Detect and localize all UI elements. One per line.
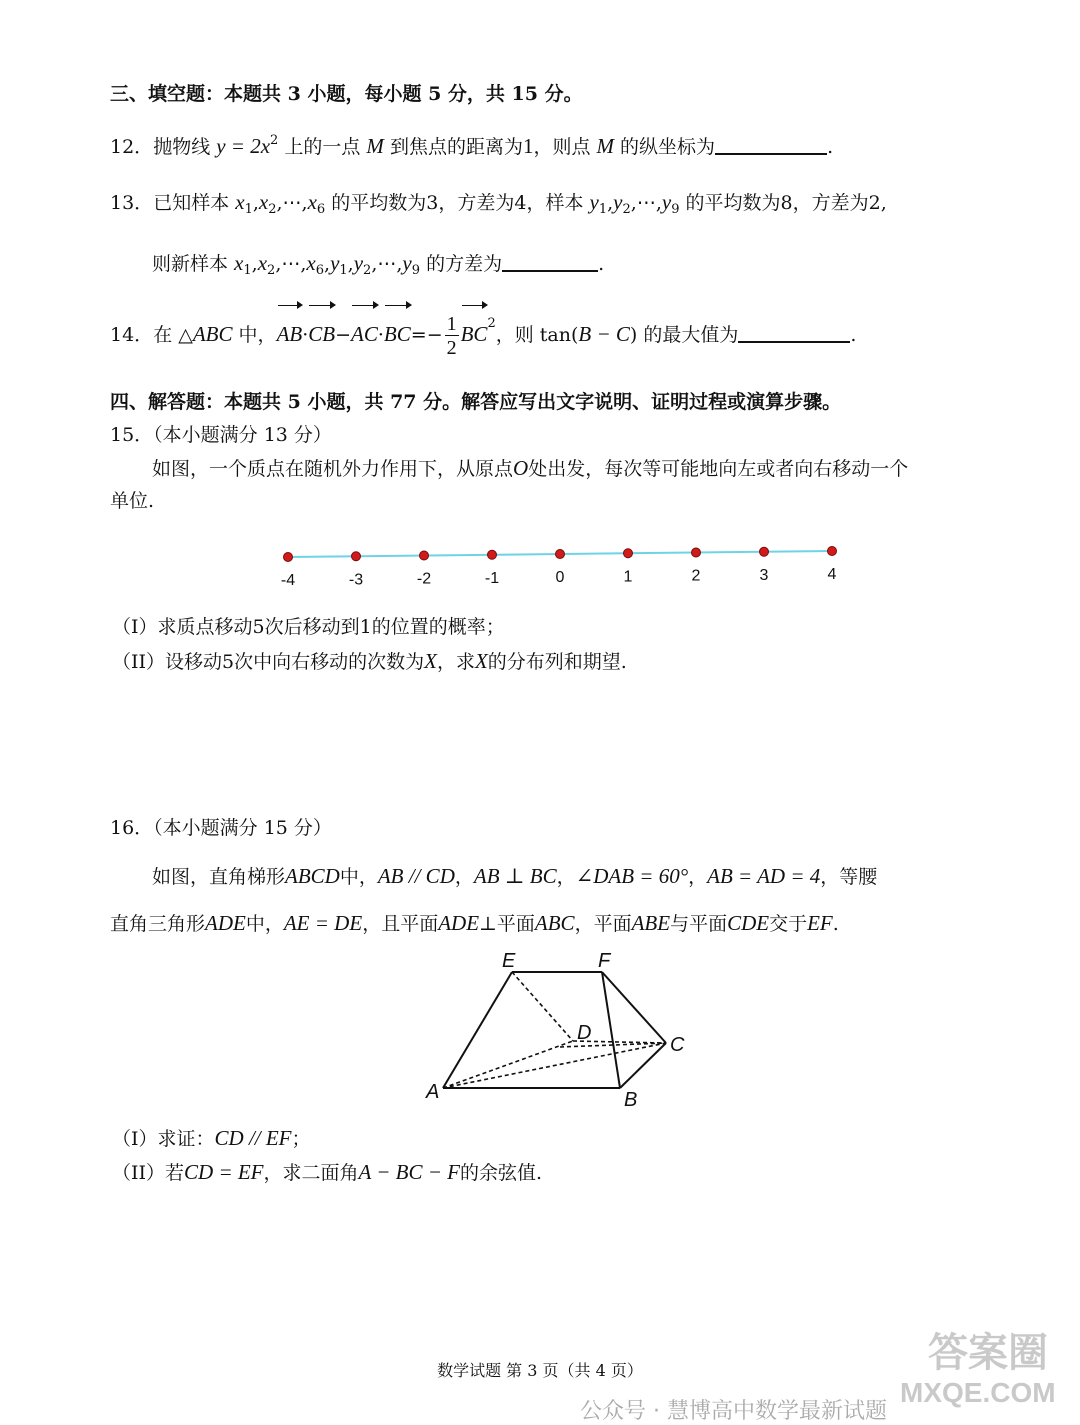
number-line-label: 3: [759, 566, 769, 584]
watermark-site-text: MXQE.COM: [900, 1377, 1056, 1408]
section-answer-title: 四、解答题：本题共 5 小题，共 77 分。解答应写出文字说明、证明过程或演算步骤。: [110, 391, 842, 413]
number-line-point: [556, 550, 565, 559]
question-16-part-1: （I）求证：CD // EF；: [112, 1126, 311, 1150]
watermark-logo-text: 答案圈: [928, 1331, 1048, 1375]
question-15-part-2: （II）设移动5次中向右移动的次数为X，求X的分布列和期望.: [112, 649, 627, 673]
number-line-point: [352, 552, 361, 561]
vector-AB: AB: [277, 307, 303, 361]
question-16-header: 16．（本小题满分 15 分）: [110, 817, 332, 839]
label-D: D: [577, 1022, 592, 1044]
page-footer: 数学试题 第 3 页（共 4 页）: [437, 1361, 643, 1380]
number-line-label: -1: [484, 569, 500, 587]
number-line-point: [488, 550, 497, 559]
question-16-part-2: （II）若CD = EF，求二面角A − BC − F的余弦值.: [112, 1160, 543, 1184]
question-13: 13．已知样本 $x_1,x_2,\cdots,x_6$ 的平均数为3，方差为4，样本 $y_1,y_2,\cdots,y_9$ 的平均数为8，方差为2,: [110, 190, 887, 217]
number-line-label: 4: [827, 566, 837, 583]
question-number: 12．: [110, 136, 154, 158]
number-line-label: 1: [623, 568, 633, 586]
watermark-bottom-text: 公众号 · 慧博高中数学最新试题: [580, 1399, 887, 1424]
section-fill-title: 三、填空题：本题共 3 小题，每小题 5 分，共 15 分。: [110, 83, 583, 105]
number-line-label: 2: [691, 567, 701, 585]
edge-BC: [620, 1043, 666, 1088]
fraction-one-half: $\frac{1}{2}$: [446, 312, 457, 359]
question-number: 13．: [110, 192, 154, 214]
number-line-point: [420, 551, 429, 560]
answer-blank[interactable]: [738, 323, 850, 343]
vector-CB: CB: [308, 307, 335, 361]
question-15-header: 15．（本小题满分 13 分）: [110, 424, 332, 446]
label-C: C: [670, 1034, 685, 1056]
number-line-label: -3: [348, 571, 364, 589]
question-14: 14．在 △ABC 中，AB·CB−AC·BC=− $\frac{1}{2}$ $BC^2$，则 tan(B − C) 的最大值为 .: [110, 297, 856, 362]
edge-AC: [443, 1043, 666, 1088]
edge-AE: [443, 972, 512, 1088]
number-line-point: [692, 548, 701, 557]
label-E: E: [502, 950, 516, 972]
vector-BC: BC: [384, 307, 411, 361]
number-line-point: [284, 553, 293, 562]
question-number: 14．: [110, 324, 154, 346]
vector-BC: BC: [461, 307, 488, 361]
edge-ED: [512, 972, 573, 1041]
question-15-text: 如图，一个质点在随机外力作用下，从原点O处出发，每次等可能地向左或者向右移动一个: [152, 456, 909, 480]
vector-AC: AC: [351, 307, 378, 361]
number-line-point: [760, 547, 769, 556]
question-16-text: 如图，直角梯形ABCD中，AB // CD，AB ⊥ BC，∠DAB = 60°，AB = AD = 4，等腰: [152, 864, 878, 888]
number-line-figure: [270, 535, 850, 605]
question-15-part-1: （I）求质点移动5次后移动到1的位置的概率；: [112, 616, 505, 638]
question-13-line-2: 则新样本 $x_1,x_2,\cdots,x_6,y_1,y_2,\cdots,y_9$ 的方差为 .: [152, 251, 605, 278]
number-line-point: [828, 547, 837, 556]
question-16-text-2: 直角三角形ADE中，AE = DE，且平面ADE⊥平面ABC，平面ABE与平面CDE交于EF.: [110, 911, 839, 935]
edge-AD: [443, 1041, 573, 1088]
label-A: A: [426, 1081, 440, 1103]
number-line-label: -4: [280, 572, 296, 589]
answer-blank[interactable]: [715, 135, 827, 155]
question-12: 12．抛物线 $y = 2x^2$ 上的一点 M 到焦点的距离为1，则点 M 的纵坐标为 .: [110, 133, 834, 158]
question-15-text-2: 单位.: [110, 490, 155, 512]
number-line-label: -2: [416, 570, 432, 588]
label-B: B: [624, 1089, 638, 1111]
answer-blank[interactable]: [502, 252, 598, 272]
watermark-logo: [898, 1318, 1068, 1408]
number-line-label: 0: [555, 569, 565, 586]
number-line-point: [624, 549, 633, 558]
label-F: F: [598, 950, 611, 972]
geometry-figure: [420, 945, 700, 1115]
